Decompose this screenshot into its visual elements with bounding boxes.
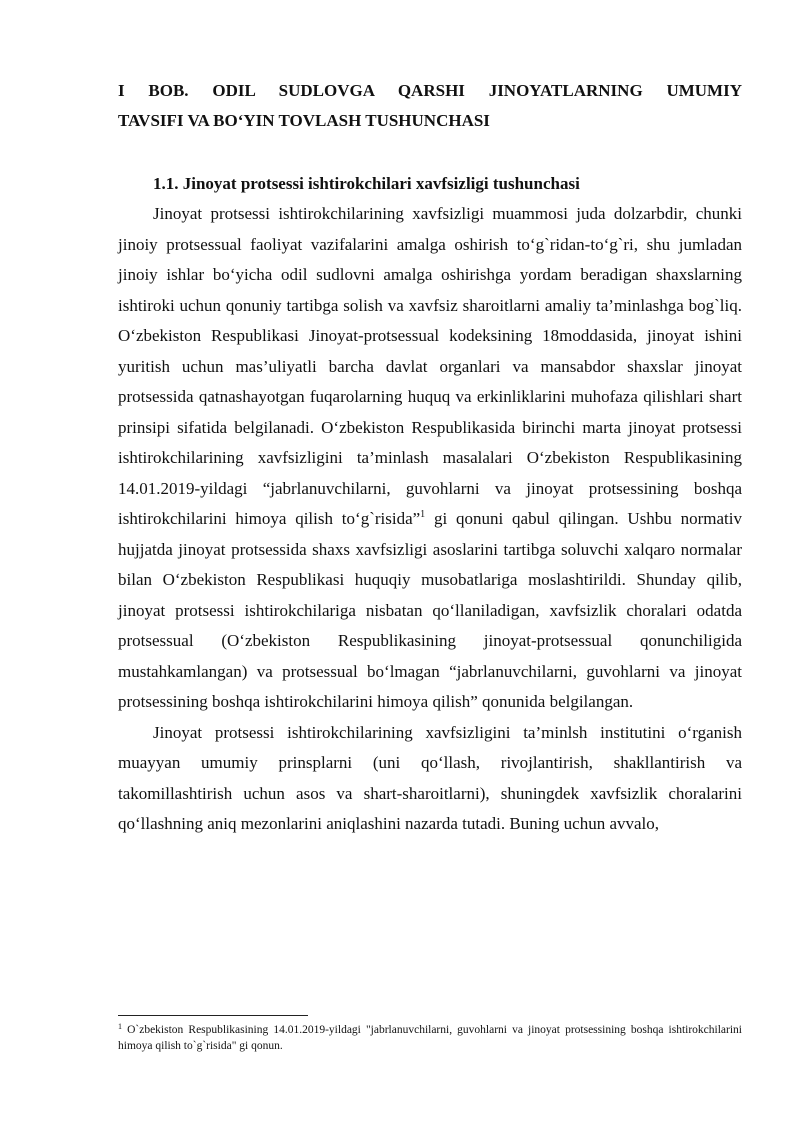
paragraph-1-text-b: gi qonuni qabul qilingan. Ushbu normativ hujjatda jinoyat protsessida shaxs xavfsizligi asoslarini tartibga soluvchi xalqaro normalar bilan O‘zbekiston Respublikasi huquqiy musobatlariga moslashtirildi. Shunday qilib, jinoyat protsessi ishtirokchilariga nisbatan qo‘llaniladigan, xavfsizlik choralari odatda protsessual (O‘zbekiston Respublikasining jinoyat-protsessual qonunchiligida mustahkamlangan) va protsessual bo‘lmagan “jabrlanuvchilarni, guvohlarni va jinoyat protsessining boshqa ishtirokchilarini himoya qilish” qonunida belgilangan. [118, 509, 742, 711]
section-title: 1.1. Jinoyat protsessi ishtirokchilari xavfsizligi tushunchasi [153, 174, 580, 193]
chapter-title-line-2: TAVSIFI VA BO‘YIN TOVLASH TUSHUNCHASI [118, 111, 490, 130]
footnote-separator [118, 1015, 308, 1016]
chapter-title-line-1: I BOB. ODIL SUDLOVGA QARSHI JINOYATLARNING UMUMIY [118, 81, 742, 100]
paragraph-1-text-a: Jinoyat protsessi ishtirokchilarining xavfsizligi muammosi juda dolzarbdir, chunki jinoiy protsessual faoliyat vazifalarini amalga oshirish to‘g`ridan-to‘g`ri, shu jumladan jinoiy ishlar bo‘yicha odil sudlovni amalga oshirishga yordam beradigan shaxslarning ishtiroki uchun qonuniy tartibga solish va xavfsiz sharoitlarni amaliy ta’minlashga bog`liq. O‘zbekiston Respublikasi Jinoyat-protsessual kodeksining 18moddasida, jinoyat ishini yuritish uchun mas’uliyatli barcha davlat organlari va mansabdor shaxslar jinoyat protsessida qatnashayotgan fuqarolarning huquq va erkinliklarini muhofaza qilishlari shart prinsipi sifatida belgilanadi. O‘zbekiston Respublikasida birinchi marta jinoyat protsessi ishtirokchilarining xavfsizligini ta’minlash masalalari O‘zbekiston Respublikasining 14.01.2019-yildagi “jabrlanuvchilarni, guvohlarni va jinoyat protsessining boshqa ishtirokchilarini himoya qilish to‘g`risida” [118, 204, 742, 528]
footnote [118, 1022, 742, 1054]
footnote-reference[interactable]: 1 [420, 509, 426, 520]
body-paragraph-1 [118, 199, 742, 718]
footnote-marker: 1 [118, 1022, 122, 1031]
body-paragraph-2: Jinoyat protsessi ishtirokchilarining xavfsizligini ta’minlsh institutini o‘rganish muayyan umumiy prinsplarni (uni qo‘llash, rivojlantirish, shakllantirish va takomillashtirish uchun asos va shart-sharoitlarni), shuningdek xavfsizlik choralarini qo‘llashning aniq mezonlarini aniqlashini nazarda tutadi. Buning uchun avvalo, [118, 722, 742, 833]
document-page [118, 76, 742, 840]
footnote-text: O`zbekiston Respublikasining 14.01.2019-yildagi "jabrlanuvchilarni, guvohlarni va jinoyat protsessining boshqa ishtirokchilarini himoya qilish to`g`risida" gi qonun. [118, 1024, 742, 1052]
chapter-title [118, 76, 742, 136]
